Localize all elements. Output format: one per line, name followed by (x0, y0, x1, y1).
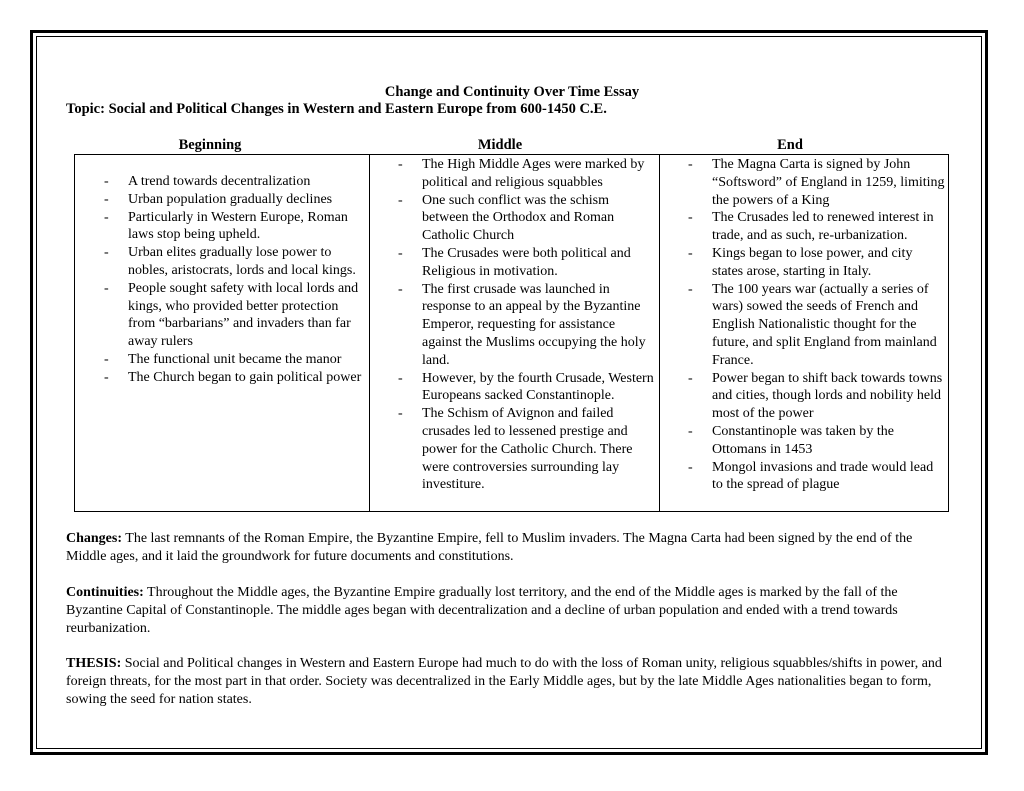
bullet-dash: - (688, 281, 693, 297)
list-item-text: One such conflict was the schism between the Orthodox and Roman Catholic Church (422, 192, 615, 244)
end-list (688, 156, 946, 494)
bullet-dash: - (688, 370, 693, 386)
middle-list (398, 156, 658, 494)
continuities-text: Throughout the Middle ages, the Byzantine Empire gradually lost territory, and the end of the Middle ages is marked by the fall of the Byzantine Capital of Constantinople. The middle ages began with decentralization and a decline of urban population and ended with a trend towards reurbanization. (66, 585, 898, 636)
bullet-dash: - (104, 209, 109, 225)
list-item-text: Constantinople was taken by the Ottomans in 1453 (712, 423, 894, 457)
timeline-table (74, 154, 949, 512)
bullet-dash: - (688, 157, 693, 172)
list-item (688, 281, 946, 370)
thesis-text: Social and Political changes in Western and Eastern Europe had much to do with the loss of Roman unity, religious squabbles/shifts in power, and foreign threats, for the most part in that order. Society was decentralized in the Early Middle ages, but by the late Middle Ages nationalities began to form, sowing the seed for nation states. (66, 656, 942, 707)
header-end: End (777, 137, 803, 153)
list-item-text: The Magna Carta is signed by John “Softsword” of England in 1259, limiting the powers of a King (712, 157, 945, 208)
changes-paragraph (66, 530, 956, 566)
bullet-dash: - (104, 174, 109, 189)
list-item (104, 351, 366, 369)
list-item-text: A trend towards decentralization (128, 174, 311, 189)
list-item-text: Power began to shift back towards towns and cities, though lords and nobility held most of the power (712, 370, 943, 422)
bullet-dash: - (688, 245, 693, 261)
list-item (398, 192, 658, 245)
list-item-text: People sought safety with local lords and kings, who provided better protection from “barbarians” and invaders than far away rulers (128, 280, 359, 350)
bullet-dash: - (398, 281, 403, 297)
list-item-text: The first crusade was launched in response to an appeal by the Byzantine Emperor, requesting for assistance against the Muslims occupying the holy land. (422, 281, 646, 368)
column-end (688, 156, 946, 494)
list-item (104, 173, 366, 191)
list-item (398, 405, 658, 494)
list-item-text: Urban population gradually declines (128, 191, 333, 207)
bullet-dash: - (398, 370, 403, 386)
list-item-text: The Schism of Avignon and failed crusades led to lessened prestige and power for the Catholic Church. There were controversies surrounding lay investiture. (422, 406, 633, 493)
bullet-dash: - (104, 191, 109, 207)
list-item-text: The functional unit became the manor (128, 351, 342, 367)
thesis-paragraph (66, 655, 956, 709)
list-item (688, 370, 946, 423)
header-beginning: Beginning (178, 137, 242, 153)
list-item-text: The High Middle Ages were marked by political and religious squabbles (422, 157, 645, 190)
list-item-text: The 100 years war (actually a series of wars) sowed the seeds of French and English Nationalistic thought for the future, and split England from mainland France. (712, 281, 937, 368)
bullet-dash: - (398, 245, 403, 261)
list-item (398, 245, 658, 281)
table-divider (659, 155, 660, 511)
bullet-dash: - (688, 459, 693, 475)
changes-label: Changes: (66, 531, 123, 546)
beginning-list (104, 173, 366, 387)
continuities-label: Continuities: (66, 585, 144, 600)
list-item-text: The Church began to gain political power (128, 369, 362, 385)
changes-text: The last remnants of the Roman Empire, the Byzantine Empire, fell to Muslim invaders. The Magna Carta had been signed by the end of the Middle ages, and it laid the groundwork for future documents and constitutions. (66, 531, 913, 564)
continuities-paragraph (66, 584, 956, 638)
list-item (688, 156, 946, 209)
list-item (104, 209, 366, 245)
bullet-dash: - (104, 351, 109, 367)
bullet-dash: - (688, 210, 693, 226)
list-item (104, 244, 366, 280)
bullet-dash: - (688, 423, 693, 439)
bullet-dash: - (398, 406, 403, 422)
list-item-text: However, by the fourth Crusade, Western Europeans sacked Constantinople. (422, 370, 654, 404)
table-divider (369, 155, 370, 511)
list-item-text: Particularly in Western Europe, Roman laws stop being upheld. (128, 209, 348, 243)
list-item (398, 281, 658, 370)
column-middle (398, 156, 658, 494)
essay-topic: Topic: Social and Political Changes in Western and Eastern Europe from 600-1450 C.E. (66, 101, 607, 117)
bullet-dash: - (398, 192, 403, 208)
bullet-dash: - (104, 245, 109, 261)
list-item-text: Urban elites gradually lose power to nobles, aristocrats, lords and local kings. (128, 245, 356, 278)
list-item-text: The Crusades led to renewed interest in trade, and as such, re-urbanization. (712, 210, 934, 244)
list-item-text: Kings began to lose power, and city states arose, starting in Italy. (712, 245, 913, 279)
bullet-dash: - (104, 369, 109, 385)
header-middle: Middle (477, 137, 523, 153)
essay-title: Change and Continuity Over Time Essay (384, 84, 640, 100)
bullet-dash: - (398, 157, 403, 172)
bullet-dash: - (104, 280, 109, 296)
list-item (688, 245, 946, 281)
list-item-text: The Crusades were both political and Religious in motivation. (422, 245, 631, 279)
thesis-label: THESIS: (66, 656, 122, 671)
list-item-text: Mongol invasions and trade would lead to the spread of plague (712, 459, 934, 493)
list-item (688, 209, 946, 245)
list-item (104, 369, 366, 387)
list-item (688, 459, 946, 495)
list-item (398, 370, 658, 406)
list-item (688, 423, 946, 459)
list-item (104, 280, 366, 351)
list-item (398, 156, 658, 192)
list-item (104, 191, 366, 209)
column-beginning (104, 173, 366, 387)
